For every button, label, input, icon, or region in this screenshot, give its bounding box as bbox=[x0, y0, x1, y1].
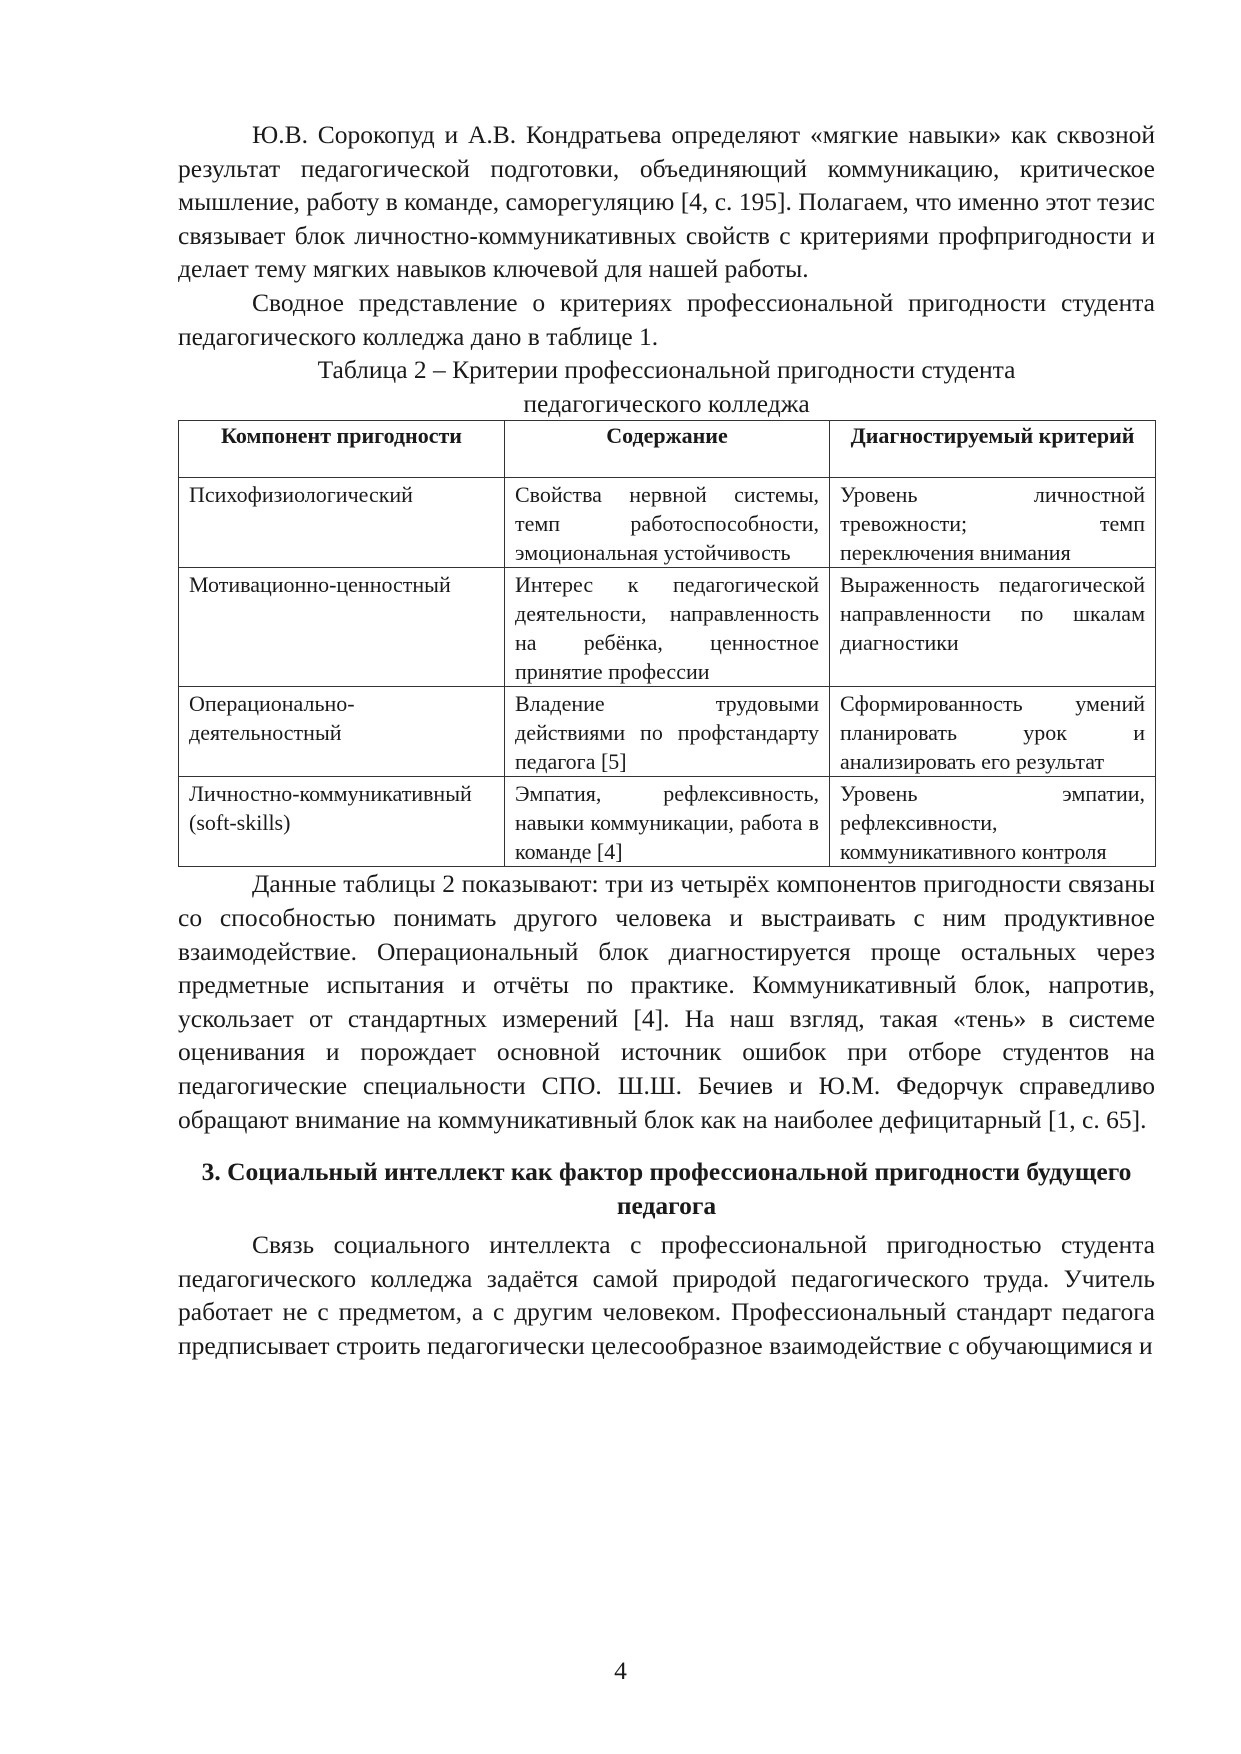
table-cell: Уровень личностной тревожности; темп переключения внимания bbox=[830, 478, 1156, 568]
table-header-row bbox=[179, 421, 1156, 478]
table-cell: Личностно-коммуникативный (soft-skills) bbox=[179, 777, 505, 867]
body-paragraph: Ю.В. Сорокопуд и А.В. Кондратьева определяют «мягкие навыки» как сквозной результат педагогической подготовки, объединяющий коммуникацию, критическое мышление, работу в команде, саморегуляцию [4, с. 195]. Полагаем, что именно этот тезис связывает блок личностно-коммуникативных свойств с критериями профпригодности и делает тему мягких навыков ключевой для нашей работы. bbox=[178, 120, 1155, 284]
section-heading: 3. Социальный интеллект как фактор профессиональной пригодности будущего педагога bbox=[201, 1157, 1132, 1220]
body-paragraph: Связь социального интеллекта с профессиональной пригодностью студента педагогического колледжа задаётся самой природой педагогического труда. Учитель работает не с предметом, а с другим человеком. Профессиональный стандарт педагога предписывает строить педагогически целесообразное взаимодействие с обучающимися и bbox=[178, 1230, 1155, 1361]
table-cell: Операционально-деятельностный bbox=[179, 687, 505, 777]
table-cell: Эмпатия, рефлексивность, навыки коммуникации, работа в команде [4] bbox=[505, 777, 830, 867]
table-cell: Психофизиологический bbox=[179, 478, 505, 568]
document-page bbox=[178, 118, 1155, 1363]
table-header-cell: Диагностируемый критерий bbox=[830, 421, 1156, 478]
table-row bbox=[179, 568, 1156, 687]
table-cell: Сформированность умений планировать урок и анализировать его результат bbox=[830, 687, 1156, 777]
body-paragraph: Сводное представление о критериях профессиональной пригодности студента педагогического колледжа дано в таблице 1. bbox=[178, 287, 1155, 351]
table-cell: Уровень эмпатии, рефлексивности, коммуникативного контроля bbox=[830, 777, 1156, 867]
criteria-table bbox=[178, 420, 1156, 867]
body-paragraph: Данные таблицы 2 показывают: три из четырёх компонентов пригодности связаны со способностью понимать другого человека и выстраивать с ним продуктивное взаимодействие. Операциональный блок диагностируется проще остальных через предметные испытания и отчёты по практике. Коммуникативный блок, напротив, ускользает от стандартных измерений [4]. На наш взгляд, такая «тень» в системе оценивания и порождает основной источник ошибок при отборе студентов на педагогические специальности СПО. Ш.Ш. Бечиев и Ю.М. Федорчук справедливо обращают внимание на коммуникативный блок как на наиболее дефицитарный [1, с. 65]. bbox=[178, 869, 1155, 1134]
table-row bbox=[179, 478, 1156, 568]
table-header-cell: Содержание bbox=[505, 421, 830, 478]
table-caption: Таблица 2 – Критерии профессиональной пригодности студента педагогического колледжа bbox=[317, 355, 1016, 418]
table-cell: Интерес к педагогической деятельности, направленность на ребёнка, ценностное принятие профессии bbox=[505, 568, 830, 687]
table-cell: Мотивационно-ценностный bbox=[179, 568, 505, 687]
page-number: 4 bbox=[614, 1656, 627, 1685]
table-cell: Владение трудовыми действиями по профстандарту педагога [5] bbox=[505, 687, 830, 777]
table-header-cell: Компонент пригодности bbox=[179, 421, 505, 478]
table-cell: Выраженность педагогической направленности по шкалам диагностики bbox=[830, 568, 1156, 687]
table-row bbox=[179, 777, 1156, 867]
table-row bbox=[179, 687, 1156, 777]
table-cell: Свойства нервной системы, темп работоспособности, эмоциональная устойчивость bbox=[505, 478, 830, 568]
